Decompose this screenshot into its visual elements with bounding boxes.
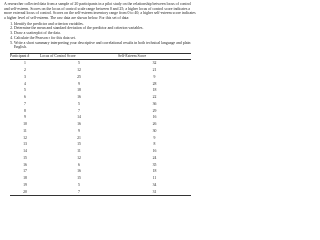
participant-cell: 2 (24, 68, 26, 73)
table-row (10, 67, 191, 74)
locus-of-control-cell: 18 (77, 88, 81, 93)
table-row (10, 148, 191, 155)
table-row (10, 181, 191, 188)
table-row (10, 73, 191, 80)
participant-cell: 20 (10, 188, 40, 195)
self-esteem-cell: 24 (152, 155, 157, 160)
table-row (10, 175, 191, 182)
self-esteem-cell: 18 (152, 88, 157, 93)
participant-cell: 18 (23, 176, 27, 181)
table-row (10, 114, 191, 121)
locus-of-control-cell: 9 (78, 128, 80, 133)
participant-cell: 17 (23, 169, 27, 174)
participant-cell: 14 (23, 149, 27, 154)
self-esteem-cell: 16 (152, 149, 157, 154)
self-esteem-cell: 9 (153, 74, 156, 79)
participant-cell: 9 (24, 115, 26, 120)
participant-cell: 10 (23, 122, 27, 127)
locus-of-control-cell: 15 (77, 142, 81, 147)
self-esteem-cell: 16 (152, 115, 157, 120)
locus-of-control-cell: 7 (78, 108, 80, 113)
participant-cell: 7 (24, 101, 26, 106)
participant-cell: 11 (23, 128, 27, 133)
participant-cell: 13 (23, 142, 27, 147)
header-participant: Participant # (10, 53, 40, 59)
table-row (10, 154, 191, 161)
locus-of-control-cell: 9 (78, 81, 80, 86)
self-esteem-cell: 31 (118, 188, 191, 195)
task-item: 4. Calculate the Pearson r for this data set. (14, 36, 196, 41)
locus-of-control-cell: 16 (77, 169, 81, 174)
table-row (10, 59, 191, 66)
task-item: 1. Identify the predictor and criterion variables. (14, 22, 196, 27)
locus-of-control-cell: 5 (78, 101, 80, 106)
self-esteem-cell: 30 (152, 128, 157, 133)
self-esteem-cell: 28 (152, 81, 157, 86)
locus-of-control-cell: 14 (77, 115, 81, 120)
participant-cell: 6 (24, 95, 26, 100)
participant-cell: 16 (23, 162, 27, 167)
table-row (10, 121, 191, 128)
locus-of-control-cell: 12 (77, 68, 81, 73)
self-esteem-cell: 26 (152, 122, 157, 127)
data-table (10, 53, 191, 196)
participant-cell: 5 (24, 88, 26, 93)
locus-of-control-cell: 11 (77, 149, 81, 154)
locus-of-control-cell: 16 (77, 122, 81, 127)
self-esteem-cell: 22 (152, 95, 157, 100)
participant-cell: 1 (24, 61, 26, 66)
self-esteem-cell: 18 (152, 169, 157, 174)
locus-of-control-cell: 7 (40, 188, 118, 195)
table-body (10, 59, 191, 195)
table-row (10, 94, 191, 101)
header-self-esteem: Self-Esteem Score (118, 53, 191, 59)
self-esteem-cell: 9 (153, 135, 156, 140)
locus-of-control-cell: 5 (78, 61, 80, 66)
task-item: 2. Determine the mean and standard deviation of the predictor and criterion variables. (14, 26, 196, 31)
table-row (10, 161, 191, 168)
participant-cell: 19 (23, 182, 27, 187)
participant-cell: 3 (24, 74, 26, 79)
header-locus-of-control: Locus of Control Score (40, 53, 118, 59)
participant-cell: 4 (24, 81, 26, 86)
table-row (10, 168, 191, 175)
self-esteem-cell: 35 (152, 162, 157, 167)
locus-of-control-cell: 15 (77, 176, 81, 181)
self-esteem-cell: 21 (152, 68, 157, 73)
task-item: 5. Write a short summary interpreting your descriptive and correlational results in both technical language and plain English. (14, 41, 196, 51)
intro-paragraph: A researcher collected data from a sample of 20 participants in a pilot study on the relationship between locus of control and self-esteem. Scores on the locus of control scale range between 0 and 25; a higher locus of control score indicates a more external locus of control. Scores on the self-esteem inventory range from 0 to 40; a higher self-esteem score indicates a higher level of self-esteem. The raw data are shown below. For this set of data: (4, 2, 196, 20)
task-list (4, 22, 196, 51)
self-esteem-cell: 34 (152, 182, 157, 187)
participant-cell: 12 (23, 135, 27, 140)
self-esteem-cell: 32 (152, 61, 157, 66)
locus-of-control-cell: 5 (78, 182, 80, 187)
table-row (10, 127, 191, 134)
self-esteem-cell: 11 (152, 176, 157, 181)
locus-of-control-cell: 6 (78, 162, 80, 167)
table-row (10, 87, 191, 94)
self-esteem-cell: 29 (152, 108, 157, 113)
task-item: 3. Draw a scatterplot of the data. (14, 31, 196, 36)
locus-of-control-cell: 25 (77, 74, 81, 79)
locus-of-control-cell: 12 (77, 155, 81, 160)
table-row (10, 188, 191, 195)
locus-of-control-cell: 21 (77, 135, 81, 140)
table-row (10, 100, 191, 107)
document-page (4, 2, 196, 196)
table-row (10, 107, 191, 114)
self-esteem-cell: 8 (153, 142, 156, 147)
table-row (10, 134, 191, 141)
participant-cell: 15 (23, 155, 27, 160)
table-row (10, 141, 191, 148)
locus-of-control-cell: 16 (77, 95, 81, 100)
participant-cell: 8 (24, 108, 26, 113)
table-row (10, 80, 191, 87)
self-esteem-cell: 36 (152, 101, 157, 106)
